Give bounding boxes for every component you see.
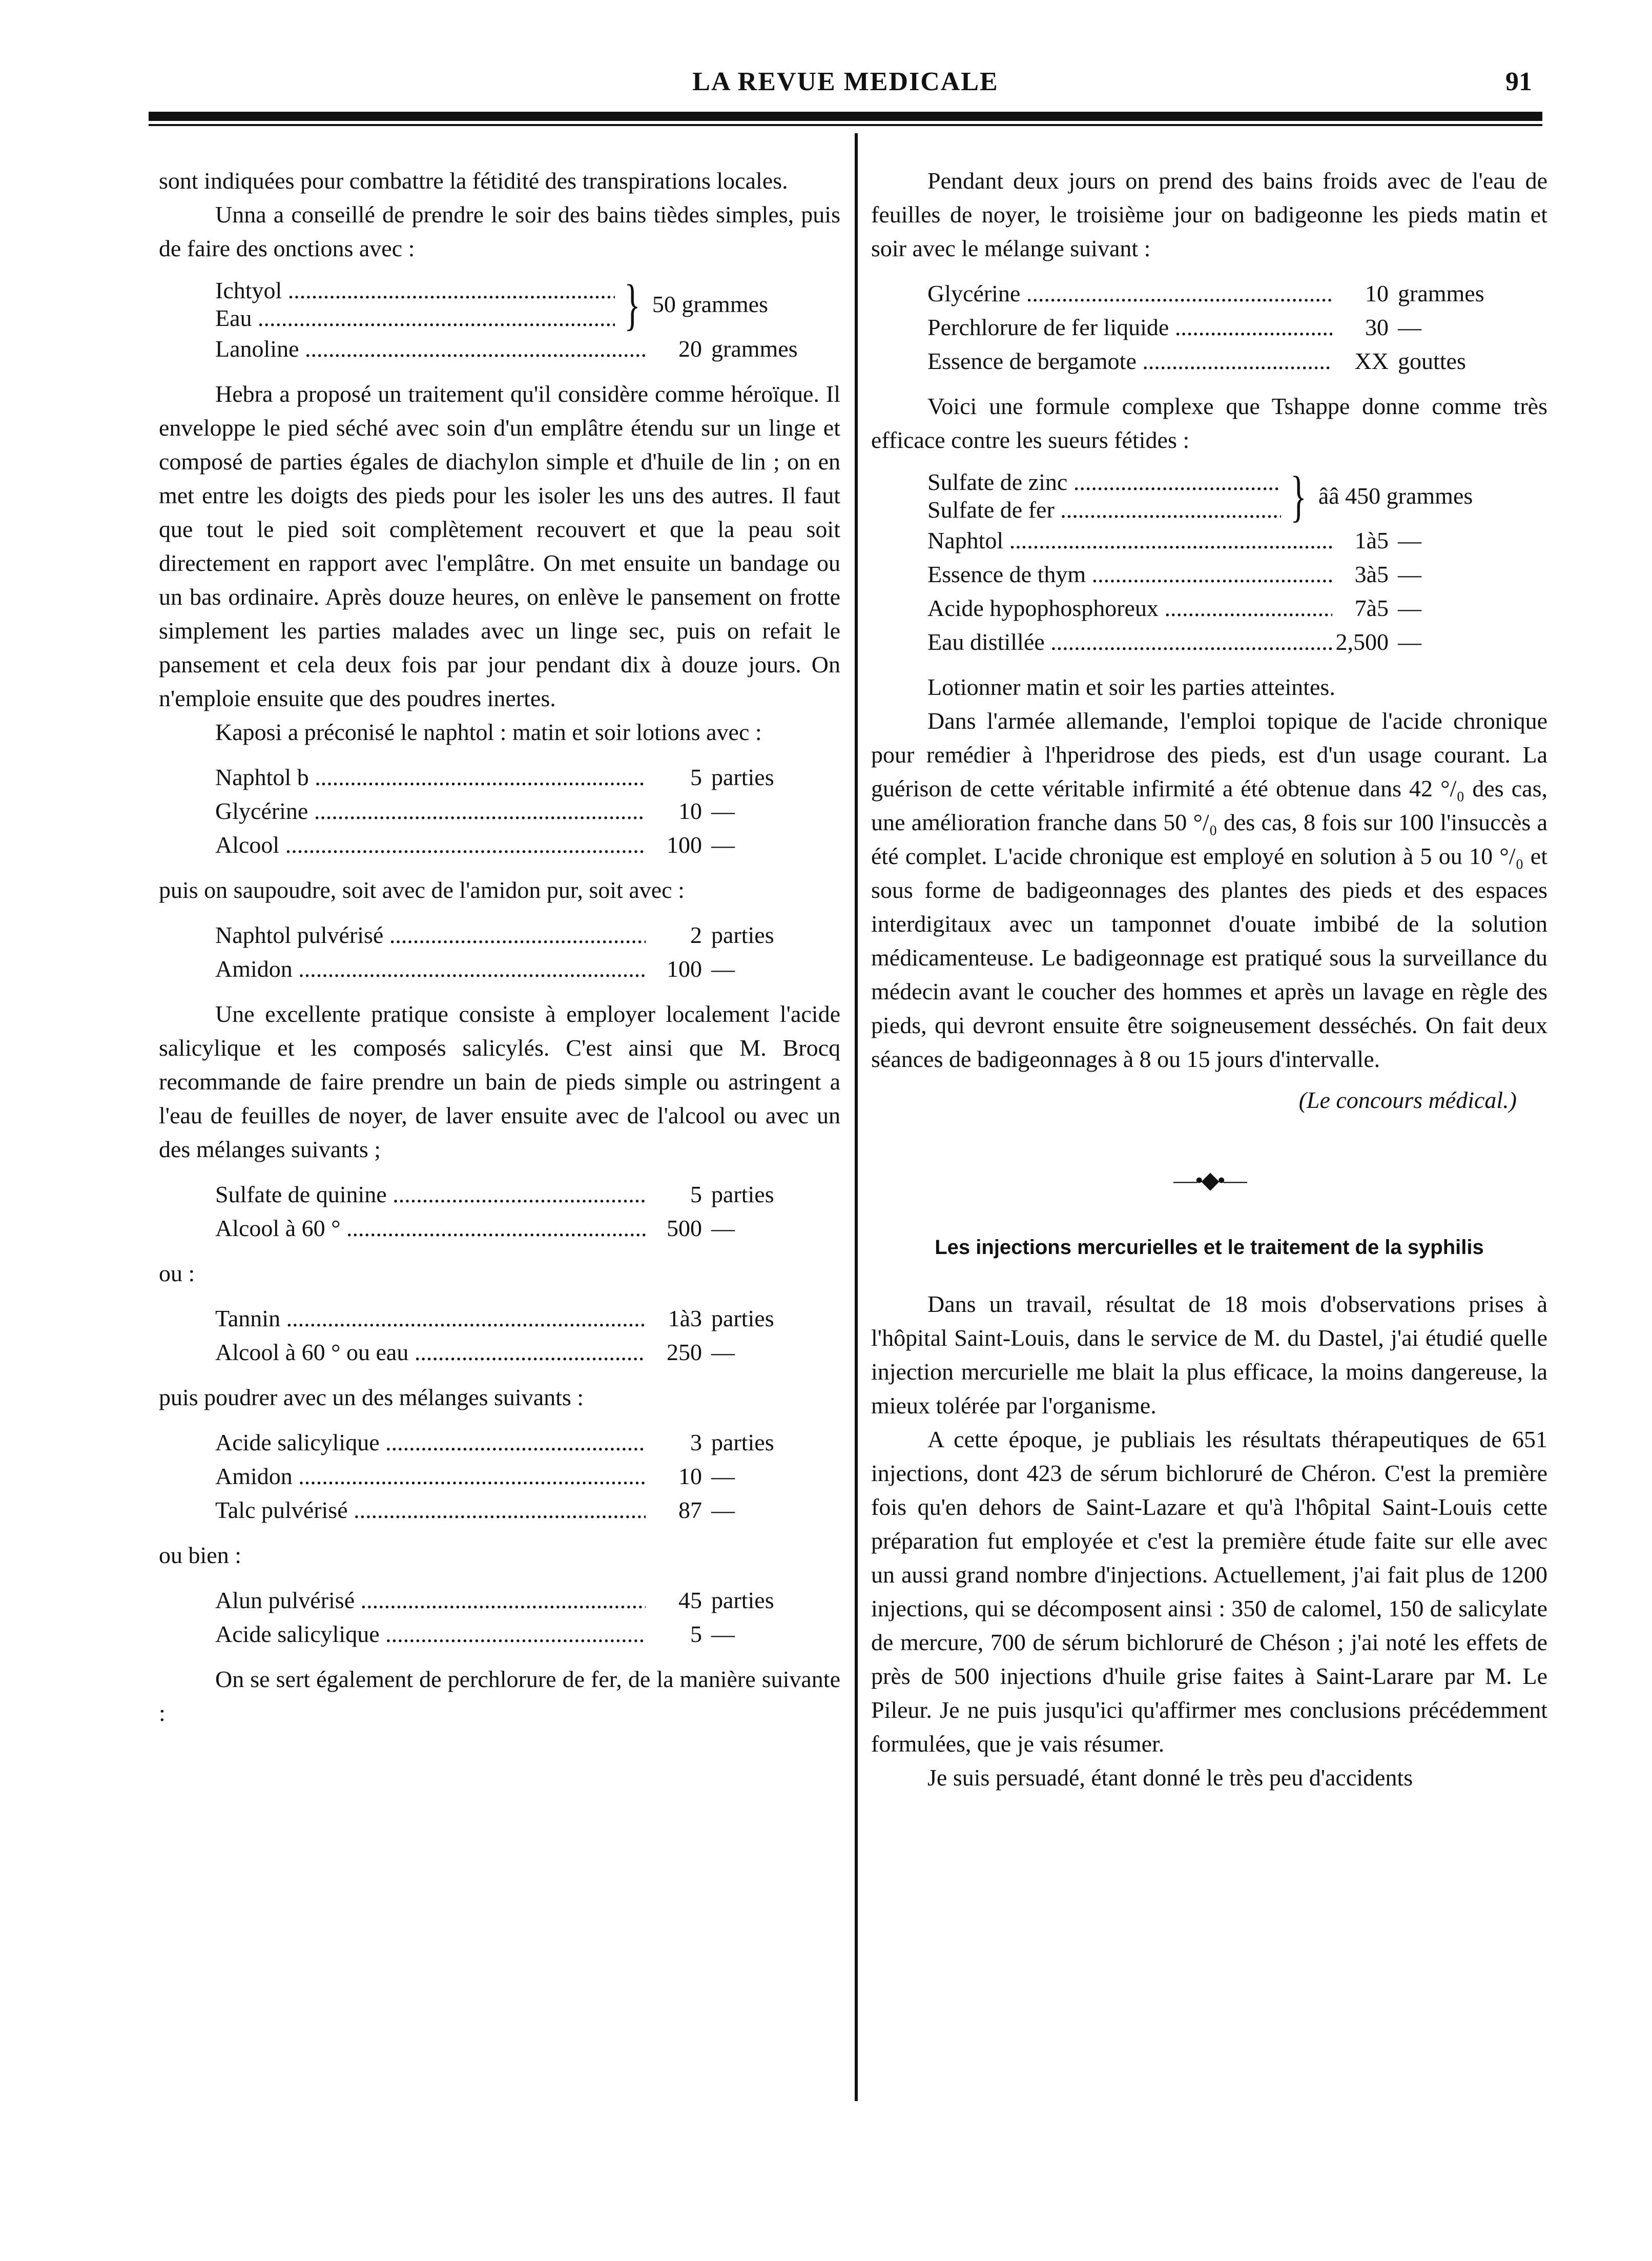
paragraph: Voici une formule complexe que Tshappe donne comme très efficace contre les sueurs fétides : [871, 393, 1547, 453]
ingredient: Sulfate de fer ..... [927, 496, 1281, 524]
recipe-row [215, 918, 840, 952]
paragraph: Pendant deux jours on prend des bains froids avec de l'eau de feuilles de noyer, le troisième jour on badigeonne les pieds matin et soir avec le mélange suivant : [871, 168, 1547, 261]
recipe-salicylic [215, 1426, 840, 1527]
ingredient: Eau ..... [215, 304, 615, 332]
recipe-row [215, 1584, 840, 1617]
ingredient: Ichtyol ..... [215, 277, 615, 304]
paragraph: puis on saupoudre, soit avec de l'amidon pur, soit avec : [159, 877, 685, 903]
recipe-row [215, 794, 840, 828]
quantity: 250 [667, 1339, 702, 1365]
recipe-row [215, 1211, 840, 1245]
recipe-row [927, 344, 1547, 378]
ingredient: Alun pulvérisé ..... [215, 1584, 646, 1617]
quantity: 5 [690, 1181, 702, 1207]
unit: gouttes [1398, 348, 1466, 374]
ingredient: Acide salicylique ..... [215, 1617, 646, 1651]
quantity: 2,500 [1335, 629, 1389, 655]
unit: — [1398, 561, 1421, 587]
connector-text: ou : [159, 1260, 195, 1286]
quantity: 10 [678, 798, 702, 824]
unit: parties [711, 922, 774, 948]
recipe-row [215, 1302, 840, 1335]
ingredient: Alcool ..... [215, 828, 646, 862]
recipe-row [215, 952, 840, 986]
recipe-row [215, 1335, 840, 1369]
paragraph: Je suis persuadé, étant donné le très peu d'accidents [927, 1764, 1413, 1791]
quantity: 20 [678, 336, 702, 362]
quantity: 3 [690, 1429, 702, 1455]
recipe-perchlorure [927, 277, 1547, 378]
header-rule-thick [149, 112, 1542, 121]
ingredient: Naphtol pulvérisé ..... [215, 918, 646, 952]
recipe-row [927, 524, 1547, 558]
recipe-row [927, 625, 1547, 659]
recipe-kaposi [215, 760, 840, 862]
recipe-row [215, 1493, 840, 1527]
recipe-row [215, 1178, 840, 1211]
paragraph: On se sert également de perchlorure de fer, de la manière suivante : [159, 1666, 840, 1726]
paragraph: Une excellente pratique consiste à employer localement l'acide salicylique et les composés salicylés. C'est ainsi que M. Brocq recommande de faire prendre un bain de pieds simple ou astringent a l'eau de feuilles de noyer, de laver ensuite avec de l'alcool ou avec un des mélanges suivants ; [159, 1001, 840, 1162]
recipe-tshappe [927, 465, 1547, 659]
quantity: 2 [690, 922, 702, 948]
journal-title: LA REVUE MEDICALE [692, 67, 999, 96]
ingredient: Acide hypophosphoreux ..... [927, 591, 1332, 625]
connector-text: ou bien : [159, 1542, 241, 1568]
paragraph: Dans l'armée allemande, l'emploi topique de l'acide chronique pour remédier à l'hperidrose des pieds, est d'un usage courant. La guérison de cette véritable infirmité a été obtenue dans 42 °/₀ des cas, une amélioration franche dans 50 °/₀ des cas, 8 fois sur 100 l'insuccès a été complet. L'acide chronique est employé en solution à 5 ou 10 °/₀ et sous forme de badigeonnages des plantes des pieds et des espaces interdigitaux avec un tamponnet d'ouate imbibé de la solution médicamenteuse. Le badigeonnage est pratiqué sous la surveillance du médecin avant le coucher des hommes et après un lavage en règle des pieds, qui devront ensuite être soigneusement desséchés. On fait deux séances de badigeonnages à 8 ou 15 jours d'intervalle. [871, 708, 1547, 1072]
unit: — [711, 832, 735, 858]
ingredient: Acide salicylique ..... [215, 1426, 646, 1460]
unit: — [711, 1621, 735, 1647]
unit: grammes [711, 336, 798, 362]
quantity: 5 [690, 764, 702, 790]
column-divider [855, 133, 858, 2101]
brace-group [927, 465, 1547, 527]
unit: — [711, 1339, 735, 1365]
recipe-quinine [215, 1178, 840, 1245]
recipe-row [927, 558, 1547, 591]
quantity: 87 [678, 1497, 702, 1523]
ingredient: Sulfate de quinine ..... [215, 1178, 646, 1211]
unit: — [1398, 527, 1421, 553]
ingredient: Glycérine ..... [215, 794, 646, 828]
brace-symbol: } [624, 273, 641, 336]
ingredient: Lanoline ..... [215, 332, 646, 366]
unit: — [711, 1463, 735, 1489]
unit: — [1398, 629, 1421, 655]
quantity: 5 [690, 1621, 702, 1647]
unit: parties [711, 764, 774, 790]
ingredient: Essence de thym ..... [927, 558, 1332, 591]
unit: — [711, 1497, 735, 1523]
recipe-row [215, 828, 840, 862]
section-title: Les injections mercurielles et le traitement de la syphilis [935, 1236, 1484, 1259]
recipe-tannin [215, 1302, 840, 1369]
quantity: 30 [1365, 314, 1389, 340]
recipe-powder [215, 918, 840, 986]
unit: parties [711, 1181, 774, 1207]
ingredient: Eau distillée ..... [927, 625, 1332, 659]
ingredient: Perchlorure de fer liquide ..... [927, 311, 1332, 344]
unit: — [711, 798, 735, 824]
unit: — [1398, 314, 1421, 340]
unit: parties [711, 1587, 774, 1613]
recipe-row [215, 332, 840, 366]
ingredient: Alcool à 60 ° ou eau ..... [215, 1335, 646, 1369]
page-number: 91 [1505, 67, 1532, 96]
quantity: 10 [1365, 280, 1389, 306]
quantity: 100 [667, 956, 702, 982]
quantity: XX [1354, 348, 1389, 374]
ingredient: Naphtol b ..... [215, 760, 646, 794]
ingredient: Amidon ..... [215, 1460, 646, 1493]
paragraph: Hebra a proposé un traitement qu'il considère comme héroïque. Il enveloppe le pied séché avec soin d'un emplâtre étendu sur un linge et composé de parties égales de diachylon simple et d'huile de lin ; on en met entre les doigts des pieds pour les isoler les uns des autres. Il faut que tout le pied soit complètement recouvert et que la peau soit directement en rapport avec l'emplâtre. On met ensuite un bandage ou un bas ordinaire. Après douze heures, on enlève le pansement on frotte simplement les parties malades avec un linge sec, puis on refait le pansement et cela deux fois par jour pendant dix à douze jours. On n'emploie ensuite que des poudres inertes. [159, 381, 840, 711]
recipe-row [927, 311, 1547, 344]
ingredient: Essence de bergamote ..... [927, 344, 1332, 378]
paragraph: Unna a conseillé de prendre le soir des bains tièdes simples, puis de faire des onctions avec : [159, 201, 840, 261]
ingredient: Alcool à 60 ° ..... [215, 1211, 646, 1245]
recipe-unna [215, 273, 840, 366]
quantity: 45 [678, 1587, 702, 1613]
quantity: 1à3 [668, 1305, 702, 1331]
quantity: 10 [678, 1463, 702, 1489]
paragraph: sont indiquées pour combattre la fétidité des transpirations locales. [159, 168, 788, 194]
page-header [149, 61, 1542, 108]
ingredient: Tannin ..... [215, 1302, 646, 1335]
unit: parties [711, 1305, 774, 1331]
unit: — [1398, 595, 1421, 621]
ingredient: Sulfate de zinc ..... [927, 468, 1281, 496]
brace-group [215, 273, 840, 336]
quantity: 7à5 [1354, 595, 1389, 621]
recipe-row [927, 277, 1547, 311]
recipe-row [215, 1460, 840, 1493]
unit: parties [711, 1429, 774, 1455]
header-rule-thin [149, 124, 1542, 126]
quantity: 100 [667, 832, 702, 858]
recipe-row [215, 1617, 840, 1651]
paragraph: Kaposi a préconisé le naphtol : matin et soir lotions avec : [215, 719, 762, 745]
ingredient: Naphtol ..... [927, 524, 1332, 558]
paragraph: Dans un travail, résultat de 18 mois d'observations prises à l'hôpital Saint-Louis, dans le service de M. du Dastel, j'ai étudié quelle injection mercurielle me blait la plus efficace, la moins dangereuse, la mieux tolérée par l'organisme. [871, 1291, 1547, 1419]
unit: — [711, 956, 735, 982]
left-column [159, 164, 840, 1730]
ingredient: Glycérine ..... [927, 277, 1332, 311]
brace-symbol: } [1290, 465, 1307, 527]
recipe-alun [215, 1584, 840, 1651]
separator-ornament: —•◆•— [1173, 1167, 1245, 1193]
unit: grammes [1398, 280, 1484, 306]
ingredient: Talc pulvérisé ..... [215, 1493, 646, 1527]
ingredient: Amidon ..... [215, 952, 646, 986]
paragraph: puis poudrer avec un des mélanges suivants : [159, 1384, 584, 1410]
quantity: 500 [667, 1215, 702, 1241]
right-column [871, 164, 1547, 1795]
quantity: 1à5 [1354, 527, 1389, 553]
recipe-row [215, 1426, 840, 1460]
paragraph: Lotionner matin et soir les parties atteintes. [927, 674, 1335, 700]
recipe-row [215, 760, 840, 794]
quantity: 3à5 [1354, 561, 1389, 587]
quantity: 50 grammes [652, 291, 768, 317]
unit: — [711, 1215, 735, 1241]
recipe-row [927, 591, 1547, 625]
paragraph: A cette époque, je publiais les résultats thérapeutiques de 651 injections, dont 423 de sérum bichloruré de Chéron. C'est la première fois qu'en dehors de Saint-Lazare et qu'à l'hôpital Saint-Louis cette préparation fut employée et c'est la première étude faite sur elle avec un aussi grand nombre d'injections. Actuellement, j'ai fait plus de 1200 injections, qui se décomposent ainsi : 350 de calomel, 150 de salicylate de mercure, 700 de sérum bichloruré de Chéson ; j'ai noté les effets de près de 500 injections d'huile grise faites à Saint-Larare par M. Le Pileur. Je ne puis jusqu'ici qu'affirmer mes conclusions précédemment formulées, que je vais résumer. [871, 1426, 1547, 1757]
source-citation: (Le concours médical.) [1298, 1087, 1517, 1113]
quantity: ââ 450 grammes [1318, 483, 1473, 509]
